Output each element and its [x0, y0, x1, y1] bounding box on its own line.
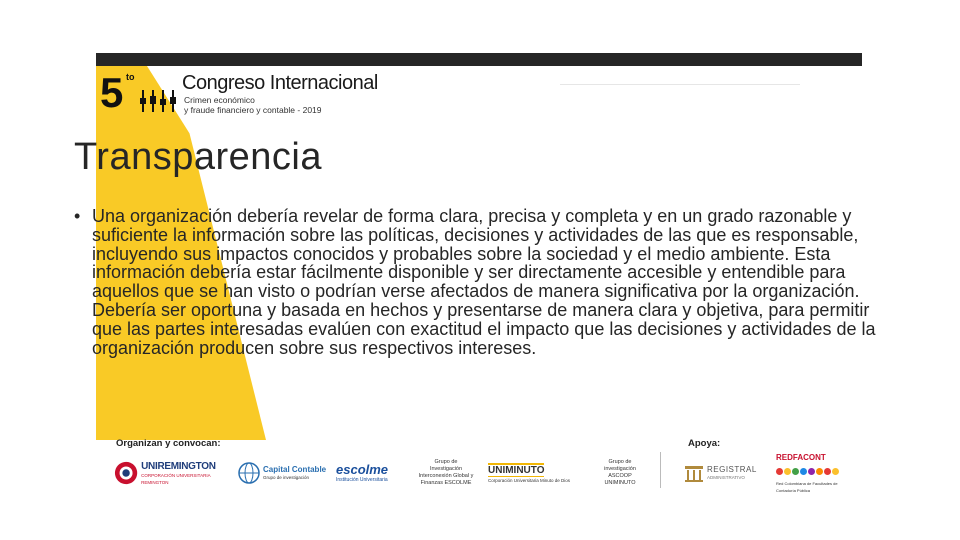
- logo-subtitle-1: Crimen económico: [184, 95, 255, 105]
- escolme-research-group-logo: [418, 456, 474, 490]
- bullet-marker: •: [74, 206, 81, 226]
- header-divider: [560, 84, 800, 85]
- escolme-sub: Institución Universitaria: [336, 477, 388, 483]
- uniminuto-logo: [488, 456, 576, 490]
- organizers-label: Organizan y convocan:: [116, 438, 221, 449]
- escolme-research-group: Grupo de Investigación Interconexión Global y Finanzas ESCOLME: [418, 459, 474, 486]
- uniminuto-sub: Corporación Universitaria Minuto de Dios: [488, 477, 571, 483]
- slide-paragraph: Una organización debería revelar de forma clara, precisa y completa y en un grado razonable y suficiente la información sobre las políticas, decisiones y actividades de las que es responsable, incluyendo sus impactos conocidos y probables sobre la sociedad y el medio ambiente. Esta información debería estar fácilmente disponible y ser directamente accesible y entendible para aquellos que se han visto o podrían verse afectados de manera significativa por la organización. Debería ser oportuna y basada en hechos y presentarse de manera clara y objetiva, para permitir que las partes interesadas evalúen con exactitud el impacto que las decisiones y actividades de la organización producen sobre sus respectivos intereses.: [92, 206, 876, 358]
- uniminuto-research-group-logo: [592, 456, 648, 490]
- logo-subtitle-2: y fraude financiero y contable - 2019: [184, 105, 322, 115]
- redfacont-dots-icon: [776, 462, 840, 480]
- capital-contable-logo: [238, 456, 328, 490]
- uniremington-logo: [114, 456, 232, 490]
- capital-contable-name: Capital Contable: [263, 465, 327, 474]
- uniminuto-research-group: Grupo de investigación ASCOOP UNIMINUTO: [604, 459, 636, 486]
- uniremington-name: UNIREMINGTON: [141, 460, 216, 472]
- logo-number: 5: [100, 69, 124, 116]
- redfacont-sub: Red Colombiana de Facultades de Contaduría Pública: [776, 480, 838, 493]
- uniremington-icon: [114, 460, 138, 486]
- top-bar: [96, 53, 862, 66]
- sponsors-footer: [96, 432, 862, 502]
- slide-body: [74, 207, 884, 357]
- building-icon: [684, 463, 704, 483]
- uniminuto-name: UNIMINUTO: [488, 464, 545, 476]
- registral-logo: [684, 456, 764, 490]
- redfacont-logo: [776, 452, 856, 493]
- globe-icon: [238, 462, 260, 484]
- footer-separator: [660, 452, 661, 488]
- support-label: Apoya:: [688, 438, 721, 449]
- plug-icon: [140, 90, 180, 112]
- congress-logo: [100, 69, 378, 116]
- logo-superscript: to: [126, 72, 135, 82]
- logo-title: Congreso Internacional: [182, 72, 378, 94]
- uniremington-sub: CORPORACIÓN UNIVERSITARIA REMINGTON: [141, 472, 211, 485]
- registral-name: REGISTRAL: [707, 465, 757, 474]
- redfacont-name: REDFACONT: [776, 452, 826, 462]
- slide-title: Transparencia: [74, 136, 322, 178]
- registral-sub: ADMINISTRATIVO: [707, 475, 745, 480]
- escolme-name: escolme: [336, 462, 389, 477]
- escolme-logo: [336, 456, 396, 490]
- capital-contable-sub: Grupo de investigación: [263, 475, 310, 480]
